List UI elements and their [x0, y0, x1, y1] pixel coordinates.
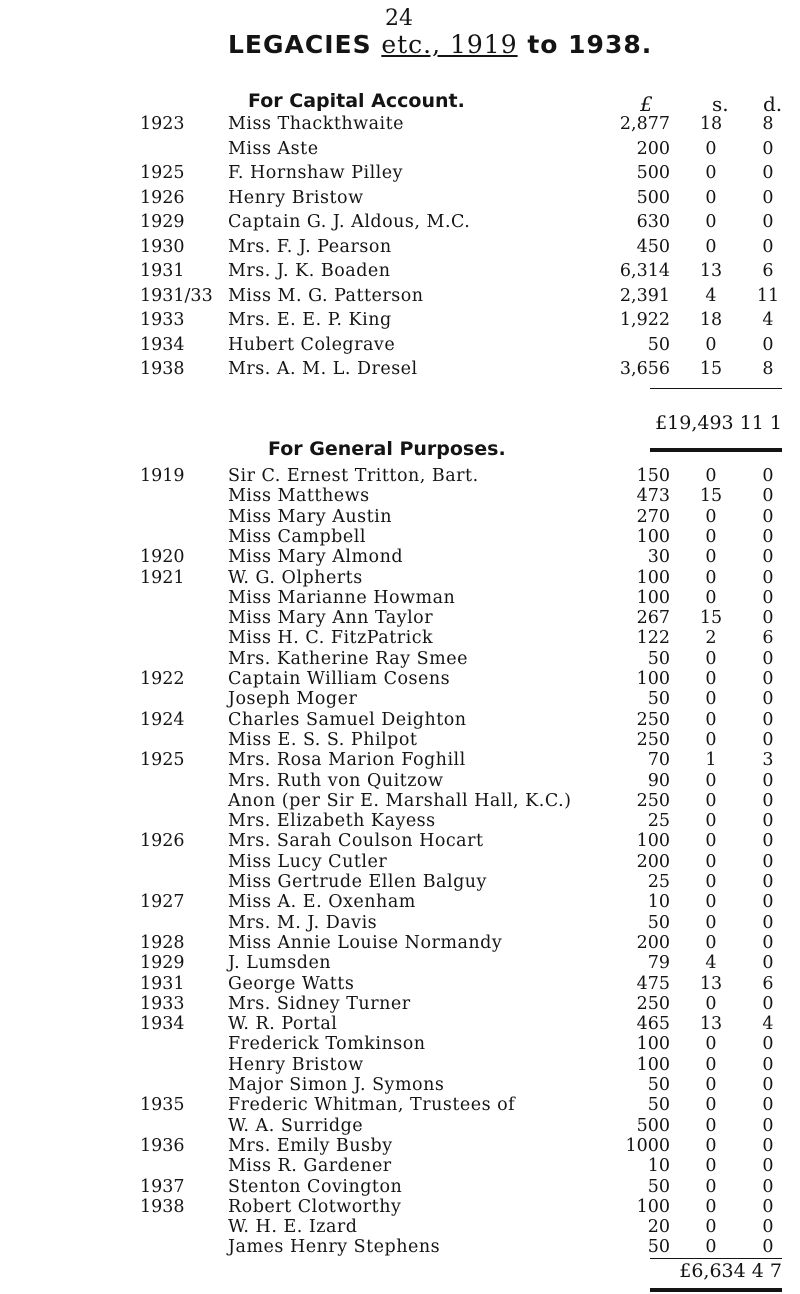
- amount-pounds: 79: [647, 953, 670, 974]
- amount-shillings: 0: [705, 526, 717, 547]
- amount-shillings: 0: [705, 547, 717, 568]
- amount-pence: 0: [762, 689, 774, 710]
- amount-shillings: 15: [699, 608, 723, 629]
- amount-pence: 0: [762, 993, 774, 1014]
- legacy-year: 1933: [140, 310, 185, 330]
- title-tail: to 1938.: [517, 30, 653, 59]
- shillings-column-header: s.: [712, 92, 729, 116]
- amount-pounds: 465: [636, 1014, 670, 1035]
- amount-shillings: 0: [705, 506, 717, 527]
- amount-shillings: 0: [705, 163, 717, 183]
- amount-pence: 0: [762, 567, 774, 588]
- amount-shillings: 2: [705, 628, 717, 649]
- amount-pounds: 50: [647, 1095, 670, 1116]
- amount-pounds: 100: [636, 526, 670, 547]
- amount-pence: 0: [762, 770, 774, 791]
- page-title: [228, 30, 652, 59]
- amount-pence: 0: [762, 466, 774, 486]
- amount-pence: 0: [762, 526, 774, 547]
- amount-pounds: 50: [647, 912, 670, 933]
- amount-shillings: 0: [705, 1034, 717, 1055]
- amount-pence: 0: [762, 892, 774, 913]
- amount-pounds: 500: [636, 187, 670, 208]
- legator-name: Frederick Tomkinson: [228, 1034, 426, 1055]
- legacy-year: 1921: [140, 567, 185, 588]
- legator-name: Mrs. A. M. L. Dresel: [228, 359, 418, 379]
- amount-pounds: 70: [647, 750, 670, 771]
- amount-pounds: 50: [647, 1176, 670, 1197]
- amount-pounds: 450: [636, 236, 670, 257]
- legator-name: Anon (per Sir E. Marshall Hall, K.C.): [228, 790, 572, 811]
- amount-shillings: 1: [705, 750, 717, 771]
- amount-pence: 0: [762, 1095, 774, 1116]
- amount-pounds: 500: [636, 1115, 670, 1136]
- amount-pounds: 2,877: [619, 114, 670, 134]
- amount-shillings: 0: [705, 1156, 717, 1177]
- amount-pounds: 200: [636, 138, 670, 159]
- amount-pence: 0: [762, 587, 774, 608]
- amount-pence: 0: [762, 953, 774, 974]
- amount-pounds: 50: [647, 1237, 670, 1258]
- amount-pence: 4: [762, 1014, 774, 1035]
- legacy-year: 1938: [140, 359, 185, 379]
- amount-shillings: 18: [699, 114, 723, 134]
- amount-pounds: 200: [636, 851, 670, 872]
- legacy-year: 1938: [140, 1196, 185, 1217]
- amount-pounds: 6,314: [619, 261, 670, 281]
- legator-name: W. G. Olpherts: [228, 567, 363, 588]
- amount-pounds: 100: [636, 567, 670, 588]
- amount-pounds: 100: [636, 669, 670, 689]
- title-etc: etc., 1919: [381, 30, 518, 59]
- legacy-row: [0, 210, 800, 235]
- amount-pence: 6: [762, 973, 774, 994]
- amount-shillings: 0: [705, 334, 717, 355]
- legacy-year: 1919: [140, 466, 185, 486]
- amount-shillings: 0: [705, 1135, 717, 1156]
- legator-name: James Henry Stephens: [228, 1237, 441, 1258]
- legator-name: Miss R. Gardener: [228, 1156, 392, 1177]
- amount-shillings: 0: [705, 770, 717, 791]
- amount-pence: 0: [762, 608, 774, 629]
- legacy-year: 1933: [140, 993, 185, 1014]
- amount-pence: 0: [762, 831, 774, 852]
- amount-pence: 0: [762, 709, 774, 730]
- legator-name: Miss Gertrude Ellen Balguy: [228, 872, 487, 892]
- legator-name: Mrs. Ruth von Quitzow: [228, 770, 444, 791]
- legator-name: Miss Mary Ann Taylor: [228, 608, 434, 629]
- amount-pounds: 270: [636, 506, 670, 527]
- legacy-row: [0, 259, 800, 284]
- pence-column-header: d.: [763, 92, 783, 116]
- legator-name: George Watts: [228, 973, 355, 994]
- amount-pence: 0: [762, 1034, 774, 1055]
- amount-pounds: 25: [647, 811, 670, 832]
- legacy-year: 1936: [140, 1135, 185, 1156]
- legator-name: Captain G. J. Aldous, M.C.: [228, 212, 471, 232]
- legacy-row: [0, 112, 800, 137]
- amount-pence: 0: [762, 1156, 774, 1177]
- amount-pence: 0: [762, 138, 774, 159]
- amount-pence: 0: [762, 547, 774, 568]
- amount-pounds: 1000: [625, 1135, 670, 1156]
- amount-shillings: 15: [699, 359, 723, 379]
- amount-pounds: 250: [636, 729, 670, 750]
- amount-pounds: 50: [647, 689, 670, 710]
- general-purposes-heading: For General Purposes.: [268, 438, 506, 460]
- amount-pence: 0: [762, 187, 774, 208]
- amount-shillings: 0: [705, 1176, 717, 1197]
- legator-name: Joseph Moger: [228, 689, 358, 710]
- amount-pounds: 500: [636, 163, 670, 183]
- legator-name: Miss Thackthwaite: [228, 114, 405, 134]
- amount-pence: 11: [756, 285, 780, 306]
- legacy-year: 1934: [140, 1014, 185, 1035]
- amount-shillings: 0: [705, 212, 717, 232]
- general-purposes-total: £6,634 4 7: [679, 1260, 782, 1282]
- amount-shillings: 18: [699, 310, 723, 330]
- amount-shillings: 0: [705, 709, 717, 730]
- legacy-row: [0, 1235, 800, 1260]
- legator-name: Mrs. Katherine Ray Smee: [228, 648, 468, 669]
- capital-total-rule: [650, 388, 782, 389]
- amount-pence: 0: [762, 1196, 774, 1217]
- legator-name: J. Lumsden: [228, 953, 332, 974]
- amount-shillings: 0: [705, 932, 717, 953]
- general-total-rule: [650, 1258, 782, 1259]
- legator-name: Mrs. E. E. P. King: [228, 310, 392, 330]
- legacy-row: [0, 333, 800, 358]
- amount-pence: 3: [762, 750, 774, 771]
- amount-shillings: 0: [705, 567, 717, 588]
- legator-name: F. Hornshaw Pilley: [228, 163, 404, 183]
- amount-pence: 0: [762, 1135, 774, 1156]
- amount-shillings: 0: [705, 648, 717, 669]
- legacy-row: [0, 161, 800, 186]
- amount-shillings: 0: [705, 689, 717, 710]
- amount-pounds: 1,922: [619, 310, 670, 330]
- amount-shillings: 13: [699, 1014, 723, 1035]
- amount-pence: 0: [762, 851, 774, 872]
- legacy-year: 1928: [140, 932, 185, 953]
- legacy-year: 1925: [140, 163, 185, 183]
- legacy-year: 1924: [140, 709, 185, 730]
- legacy-year: 1931/33: [140, 285, 213, 306]
- legacy-year: 1925: [140, 750, 185, 771]
- amount-pounds: 20: [647, 1217, 670, 1238]
- amount-shillings: 4: [705, 953, 717, 974]
- amount-pounds: 250: [636, 993, 670, 1014]
- legator-name: Mrs. Rosa Marion Foghill: [228, 750, 466, 771]
- amount-shillings: 0: [705, 187, 717, 208]
- amount-pounds: 122: [636, 628, 670, 649]
- legator-name: Major Simon J. Symons: [228, 1075, 445, 1095]
- amount-pounds: 250: [636, 790, 670, 811]
- amount-pounds: 150: [636, 466, 670, 486]
- amount-shillings: 0: [705, 1196, 717, 1217]
- legator-name: Mrs. Sidney Turner: [228, 993, 411, 1014]
- amount-pence: 0: [762, 648, 774, 669]
- legacy-row: [0, 284, 800, 309]
- legator-name: W. A. Surridge: [228, 1115, 364, 1136]
- amount-shillings: 0: [705, 1075, 717, 1095]
- legator-name: Frederic Whitman, Trustees of: [228, 1095, 516, 1116]
- legacy-year: 1927: [140, 892, 185, 913]
- amount-pounds: 100: [636, 1196, 670, 1217]
- legator-name: Stenton Covington: [228, 1176, 403, 1197]
- amount-pence: 0: [762, 872, 774, 892]
- legator-name: Henry Bristow: [228, 1054, 364, 1075]
- amount-shillings: 0: [705, 790, 717, 811]
- legator-name: Mrs. Sarah Coulson Hocart: [228, 831, 484, 852]
- amount-shillings: 0: [705, 1237, 717, 1258]
- amount-shillings: 0: [705, 993, 717, 1014]
- legator-name: Sir C. Ernest Tritton, Bart.: [228, 466, 479, 486]
- amount-shillings: 0: [705, 851, 717, 872]
- legacy-year: 1929: [140, 953, 185, 974]
- legator-name: Mrs. J. K. Boaden: [228, 261, 391, 281]
- amount-pounds: 2,391: [619, 285, 670, 306]
- amount-pence: 6: [762, 261, 774, 281]
- amount-pence: 0: [762, 163, 774, 183]
- amount-pence: 0: [762, 669, 774, 689]
- title-lead: LEGACIES: [228, 30, 382, 59]
- legator-name: Miss A. E. Oxenham: [228, 892, 416, 913]
- amount-pounds: 100: [636, 587, 670, 608]
- legator-name: Robert Clotworthy: [228, 1196, 402, 1217]
- legacy-year: 1931: [140, 261, 185, 281]
- legator-name: Hubert Colegrave: [228, 334, 396, 355]
- legator-name: Miss Matthews: [228, 486, 370, 507]
- capital-total-double-rule: [650, 448, 782, 452]
- amount-pence: 0: [762, 790, 774, 811]
- amount-pounds: 473: [636, 486, 670, 507]
- legator-name: Mrs. Emily Busby: [228, 1135, 393, 1156]
- capital-account-heading: For Capital Account.: [248, 90, 465, 112]
- general-total-double-rule: [650, 1288, 782, 1292]
- amount-pence: 0: [762, 506, 774, 527]
- amount-pence: 8: [762, 114, 774, 134]
- legator-name: Mrs. Elizabeth Kayess: [228, 811, 436, 832]
- amount-shillings: 0: [705, 831, 717, 852]
- amount-pence: 0: [762, 1176, 774, 1197]
- legacy-row: [0, 186, 800, 211]
- legator-name: Miss M. G. Patterson: [228, 285, 424, 306]
- legator-name: Mrs. F. J. Pearson: [228, 236, 392, 257]
- legacy-year: 1922: [140, 669, 185, 689]
- amount-pounds: 50: [647, 1075, 670, 1095]
- amount-pounds: 50: [647, 334, 670, 355]
- legator-name: W. R. Portal: [228, 1014, 338, 1035]
- capital-account-total: £19,493 11 1: [655, 412, 782, 434]
- legator-name: Miss Mary Almond: [228, 547, 404, 568]
- amount-pence: 0: [762, 1075, 774, 1095]
- amount-pounds: 475: [636, 973, 670, 994]
- legator-name: Miss E. S. S. Philpot: [228, 729, 418, 750]
- legator-name: Mrs. M. J. Davis: [228, 912, 378, 933]
- amount-pence: 0: [762, 1115, 774, 1136]
- amount-pounds: 50: [647, 648, 670, 669]
- amount-shillings: 0: [705, 1054, 717, 1075]
- legator-name: Miss Campbell: [228, 526, 366, 547]
- amount-shillings: 0: [705, 1095, 717, 1116]
- amount-shillings: 4: [705, 285, 717, 306]
- amount-pence: 8: [762, 359, 774, 379]
- amount-shillings: 0: [705, 912, 717, 933]
- amount-shillings: 15: [699, 486, 723, 507]
- amount-shillings: 0: [705, 811, 717, 832]
- legator-name: Miss Annie Louise Normandy: [228, 932, 503, 953]
- amount-pounds: 10: [647, 1156, 670, 1177]
- amount-pounds: 250: [636, 709, 670, 730]
- legacy-year: 1926: [140, 187, 185, 208]
- legacy-year: 1931: [140, 973, 185, 994]
- pounds-column-header: £: [640, 92, 653, 116]
- legacy-year: 1934: [140, 334, 185, 355]
- amount-pounds: 3,656: [619, 359, 670, 379]
- amount-shillings: 0: [705, 892, 717, 913]
- legator-name: W. H. E. Izard: [228, 1217, 358, 1238]
- amount-shillings: 13: [699, 973, 723, 994]
- amount-shillings: 0: [705, 587, 717, 608]
- amount-pence: 0: [762, 912, 774, 933]
- amount-pounds: 200: [636, 932, 670, 953]
- legator-name: Miss Mary Austin: [228, 506, 392, 527]
- amount-pence: 0: [762, 729, 774, 750]
- amount-pounds: 100: [636, 831, 670, 852]
- amount-shillings: 0: [705, 138, 717, 159]
- legator-name: Miss H. C. FitzPatrick: [228, 628, 434, 649]
- page-number: 24: [385, 6, 413, 31]
- amount-pounds: 267: [636, 608, 670, 629]
- amount-shillings: 0: [705, 872, 717, 892]
- amount-pounds: 100: [636, 1034, 670, 1055]
- legacy-year: 1926: [140, 831, 185, 852]
- amount-pence: 0: [762, 236, 774, 257]
- amount-pence: 0: [762, 1054, 774, 1075]
- amount-pounds: 100: [636, 1054, 670, 1075]
- amount-shillings: 0: [705, 669, 717, 689]
- amount-shillings: 0: [705, 466, 717, 486]
- amount-shillings: 0: [705, 1115, 717, 1136]
- amount-pence: 0: [762, 212, 774, 232]
- amount-shillings: 0: [705, 1217, 717, 1238]
- amount-shillings: 13: [699, 261, 723, 281]
- amount-pence: 4: [762, 310, 774, 330]
- legator-name: Charles Samuel Deighton: [228, 709, 467, 730]
- amount-pounds: 630: [636, 212, 670, 232]
- legacy-year: 1920: [140, 547, 185, 568]
- legacy-row: [0, 235, 800, 260]
- amount-shillings: 0: [705, 236, 717, 257]
- amount-pence: 0: [762, 1217, 774, 1238]
- legator-name: Miss Marianne Howman: [228, 587, 456, 608]
- amount-shillings: 0: [705, 729, 717, 750]
- legator-name: Miss Aste: [228, 138, 319, 159]
- legacy-row: [0, 357, 800, 382]
- legacy-row: [0, 137, 800, 162]
- legacy-year: 1937: [140, 1176, 185, 1197]
- legacy-year: 1935: [140, 1095, 185, 1116]
- amount-pence: 0: [762, 334, 774, 355]
- legacy-year: 1929: [140, 212, 185, 232]
- amount-pence: 0: [762, 811, 774, 832]
- legacy-year: 1923: [140, 114, 185, 134]
- amount-pounds: 30: [647, 547, 670, 568]
- amount-pence: 0: [762, 486, 774, 507]
- legator-name: Captain William Cosens: [228, 669, 451, 689]
- amount-pence: 6: [762, 628, 774, 649]
- amount-pence: 0: [762, 932, 774, 953]
- amount-pounds: 90: [647, 770, 670, 791]
- amount-pence: 0: [762, 1237, 774, 1258]
- legator-name: Miss Lucy Cutler: [228, 851, 388, 872]
- amount-pounds: 10: [647, 892, 670, 913]
- legacy-year: 1930: [140, 236, 185, 257]
- legacy-row: [0, 308, 800, 333]
- legator-name: Henry Bristow: [228, 187, 364, 208]
- amount-pounds: 25: [647, 872, 670, 892]
